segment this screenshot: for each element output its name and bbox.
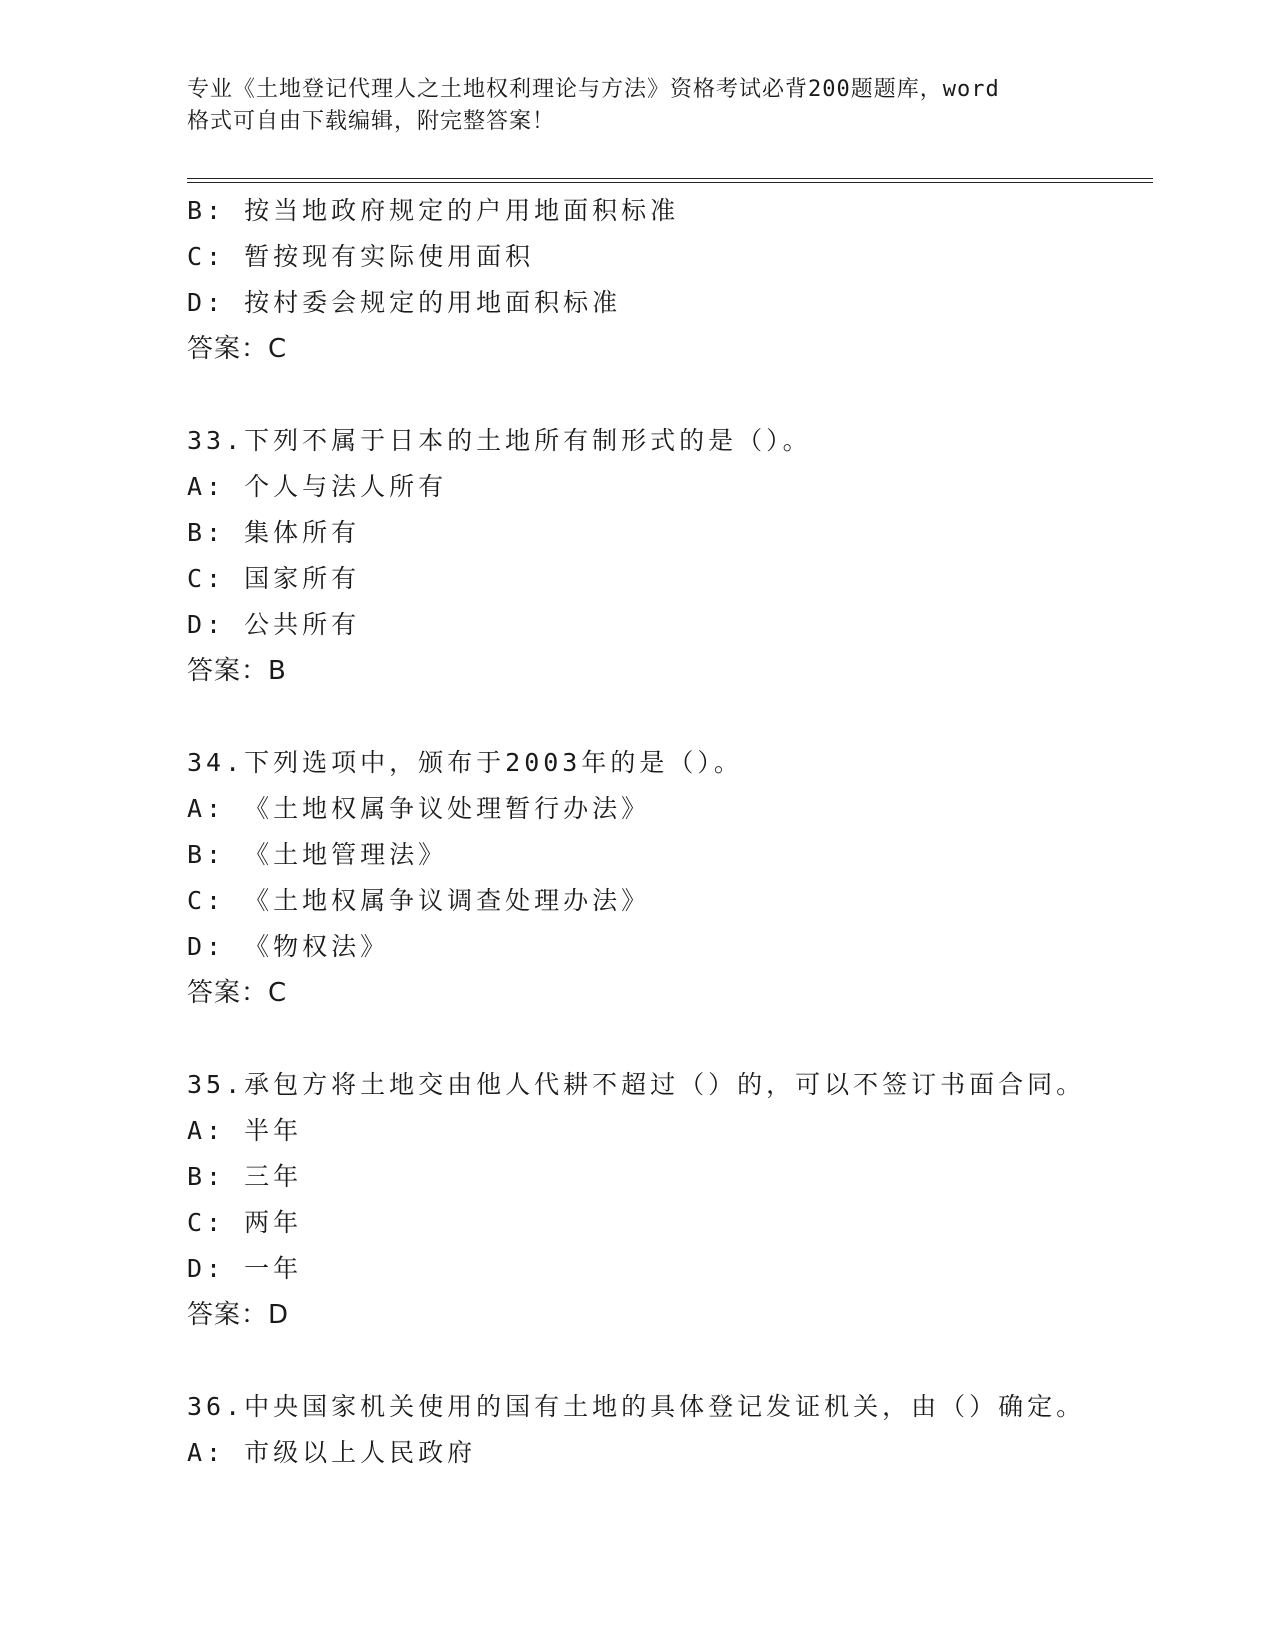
option-a: A: 市级以上人民政府 <box>187 1438 477 1467</box>
option-c: C: 暂按现有实际使用面积 <box>187 242 535 271</box>
question-block-continued <box>187 188 1153 372</box>
header-divider <box>187 178 1153 183</box>
option-b: B: 三年 <box>187 1162 303 1191</box>
option-d: D: 公共所有 <box>187 610 361 639</box>
option-c: C: 《土地权属争议调查处理办法》 <box>187 886 651 915</box>
option-b: B: 集体所有 <box>187 518 361 547</box>
question-block-36 <box>187 1384 1153 1476</box>
option-a: A: 个人与法人所有 <box>187 472 448 501</box>
question-block-34 <box>187 740 1153 1016</box>
answer-line: 答案：D <box>187 1300 290 1330</box>
question-list <box>187 188 1153 1476</box>
option-b: B: 《土地管理法》 <box>187 840 448 869</box>
option-d: D: 《物权法》 <box>187 932 390 961</box>
question-stem: 34.下列选项中，颁布于2003年的是（）。 <box>187 748 743 777</box>
header-line-1: 专业《土地登记代理人之土地权利理论与方法》资格考试必背200题题库，word <box>187 77 1000 102</box>
option-d: D: 一年 <box>187 1254 303 1283</box>
question-stem: 36.中央国家机关使用的国有土地的具体登记发证机关，由（）确定。 <box>187 1392 1086 1421</box>
option-b: B: 按当地政府规定的户用地面积标准 <box>187 196 680 225</box>
option-c: C: 国家所有 <box>187 564 361 593</box>
header-line-2: 格式可自由下载编辑，附完整答案！ <box>187 109 556 134</box>
question-block-35 <box>187 1062 1153 1338</box>
spacer <box>187 1016 1153 1062</box>
spacer <box>187 694 1153 740</box>
document-header <box>187 74 1067 138</box>
option-a: A: 《土地权属争议处理暂行办法》 <box>187 794 651 823</box>
answer-line: 答案：C <box>187 978 288 1008</box>
option-d: D: 按村委会规定的用地面积标准 <box>187 288 622 317</box>
option-c: C: 两年 <box>187 1208 303 1237</box>
spacer <box>187 372 1153 418</box>
question-block-33 <box>187 418 1153 694</box>
spacer <box>187 1338 1153 1384</box>
answer-line: 答案：B <box>187 656 287 686</box>
question-stem: 35.承包方将土地交由他人代耕不超过（）的，可以不签订书面合同。 <box>187 1070 1086 1099</box>
question-stem: 33.下列不属于日本的土地所有制形式的是（）。 <box>187 426 812 455</box>
answer-line: 答案：C <box>187 334 288 364</box>
option-a: A: 半年 <box>187 1116 303 1145</box>
